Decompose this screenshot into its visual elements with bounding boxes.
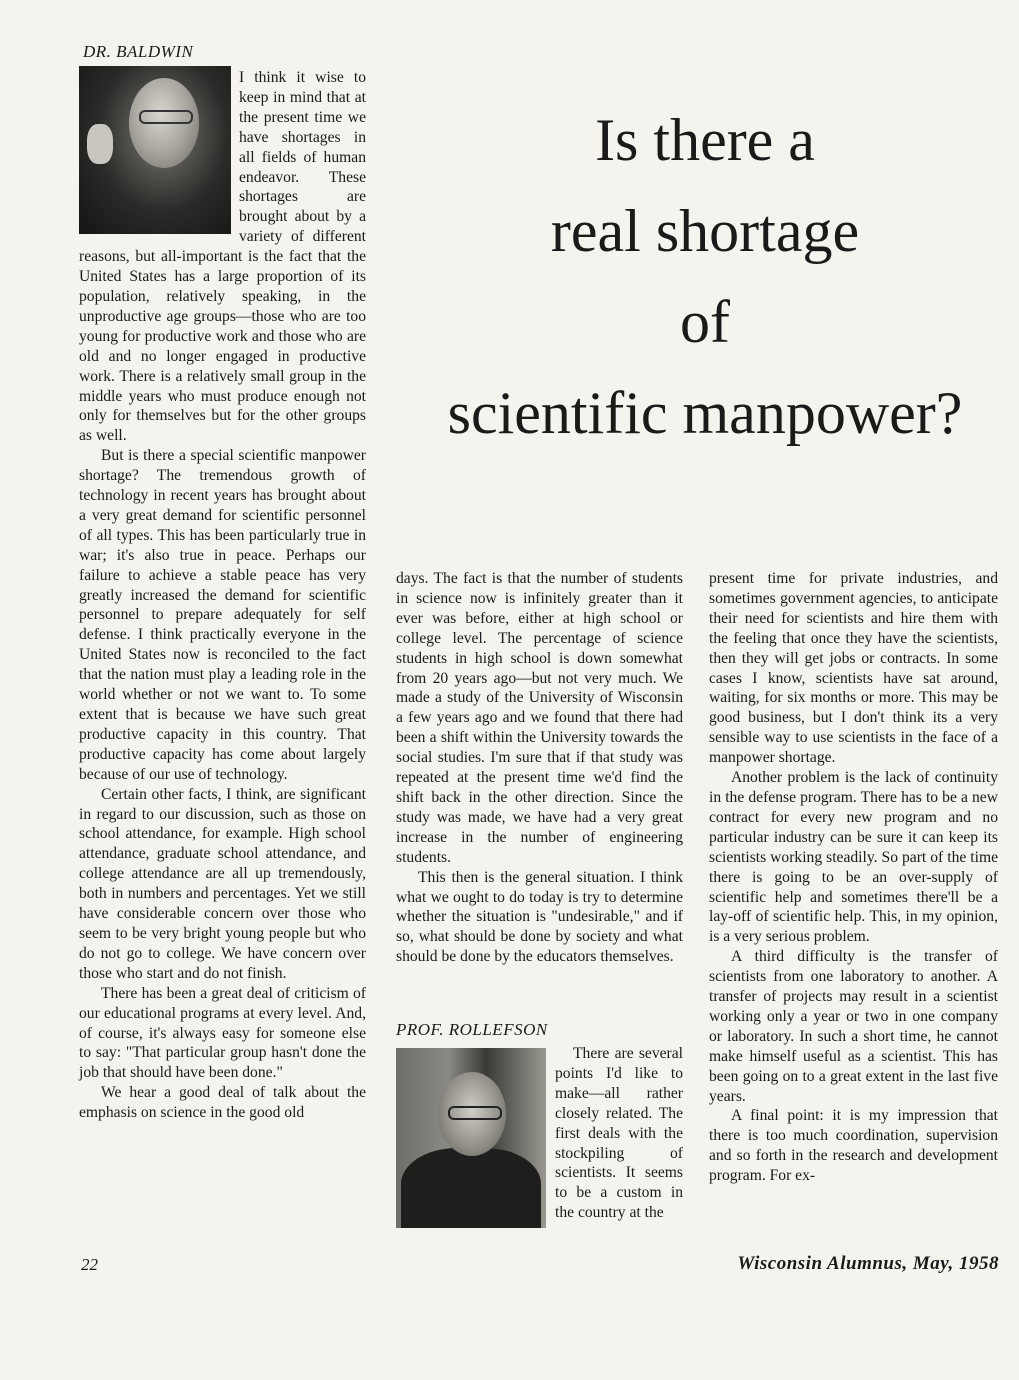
portrait-glasses bbox=[139, 110, 193, 124]
headline bbox=[400, 95, 1010, 459]
paragraph: There has been a great deal of criticism of our educational programs at every level. And, of course, it's always easy for someone else to say: "That particular group hasn't done the job that should have been done." bbox=[79, 984, 366, 1082]
headline-line: real shortage bbox=[550, 198, 860, 264]
portrait-body bbox=[401, 1148, 541, 1228]
paragraph: A final point: it is my impression that there is too much coordination, supervision and so forth in the research and development program. For ex- bbox=[709, 1107, 998, 1185]
headline-line: scientific manpower? bbox=[447, 380, 963, 446]
page-number: 22 bbox=[81, 1255, 98, 1274]
portrait-hand bbox=[87, 124, 113, 164]
publication-footer: Wisconsin Alumnus, May, 1958 bbox=[737, 1253, 999, 1274]
paragraph: A third difficulty is the transfer of scientists from one laboratory to another. A transfer of projects may result in a scientist working only a year or two in one company or laboratory. In such a short time, he cannot make himself useful as a scientist. This has been going on to a great extent in the last five years. bbox=[709, 948, 998, 1105]
article-column-2-continued bbox=[396, 1044, 683, 1232]
headline-line: of bbox=[680, 289, 730, 355]
paragraph: I think it wise to keep in mind that at the present time we have shortages in all fields of human endeavor. These shortages are brought about by a variety of different reasons, but all-important is the fact that the United States has a large proportion of its population, relatively speaking, in the unproductive age groups—those who are too young for productive work and those who are old and no longer engaged in productive work. There is a relatively small group in the middle years who must produce enough not only for themselves but for the other groups as well. bbox=[79, 69, 366, 445]
paragraph: days. The fact is that the number of students in science now is infinitely greater than it ever was before, either at high school or college level. The percentage of science students in high school is down somewhat from 20 years ago—but not very much. We made a study of the University of Wisconsin a few years ago and we found that there had been a shift within the University towards the social studies. I'm sure that if that study was repeated at the present time we'd find the shift back in the other direction. Since the study was made, we have had a very great increase in the number of engineering students. bbox=[396, 570, 683, 866]
photo-dr-baldwin bbox=[79, 66, 231, 234]
article-column-3 bbox=[709, 569, 998, 1186]
article-column-2 bbox=[396, 569, 683, 967]
article-column-1 bbox=[79, 66, 366, 1123]
byline-baldwin: DR. BALDWIN bbox=[83, 42, 194, 61]
byline-rollefson: PROF. ROLLEFSON bbox=[396, 1020, 548, 1039]
photo-prof-rollefson bbox=[396, 1048, 546, 1228]
paragraph: Another problem is the lack of continuity in the defense program. There has to be a new contract for every new program and no particular industry can be sure it can keep its scientists working steadily. So part of the time there is going to be an over-supply of scientific help and sometimes there'll be a lay-off of scientific help. This, in my opinion, is a very serious problem. bbox=[709, 769, 998, 946]
paragraph: We hear a good deal of talk about the emphasis on science in the good old bbox=[79, 1084, 366, 1122]
paragraph: This then is the general situation. I think what we ought to do today is try to determine whether the situation is "undesirable," and if so, what should be done by society and what should be done by the educators themselves. bbox=[396, 868, 683, 966]
paragraph: There are several points I'd like to make—all rather closely related. The first deals with the stockpiling of scientists. It seems to be a custom in the country at the bbox=[555, 1045, 683, 1222]
headline-line: Is there a bbox=[595, 107, 815, 173]
portrait-glasses bbox=[448, 1106, 502, 1120]
paragraph: present time for private industries, and sometimes government agencies, to anticipate their need for scientists and hire them with the feeling that once they have the scientists, then they will get jobs or contracts. In some cases I know, scientists have sat around, waiting, for six months or more. This may be good business, but I don't think its a very sensible way to use scientists in the face of a manpower shortage. bbox=[709, 570, 998, 767]
paragraph: Certain other facts, I think, are significant in regard to our discussion, such as those on school attendance, for example. High school attendance, graduate school attendance, and college attendance are all up tremendously, both in numbers and percentages. Yet we still have considerable concern over those who seem to be very bright young people but who do not go to college. We have concern over those who start and do not finish. bbox=[79, 785, 366, 982]
paragraph: But is there a special scientific manpower shortage? The tremendous growth of technology in recent years has brought about a very great demand for scientific personnel of all types. This has been particularly true in war; it's also true in peace. Perhaps our failure to achieve a stable peace has very greatly increased the demand for scientific personnel to prepare adequately for self defense. I think practically everyone in the United States now is reconciled to the fact that the nation must play a leading role in the world whether or not we want to. To some extent that is because we have such great productive capacity in this country. That productive capacity has come about largely because of our use of technology. bbox=[79, 447, 366, 783]
